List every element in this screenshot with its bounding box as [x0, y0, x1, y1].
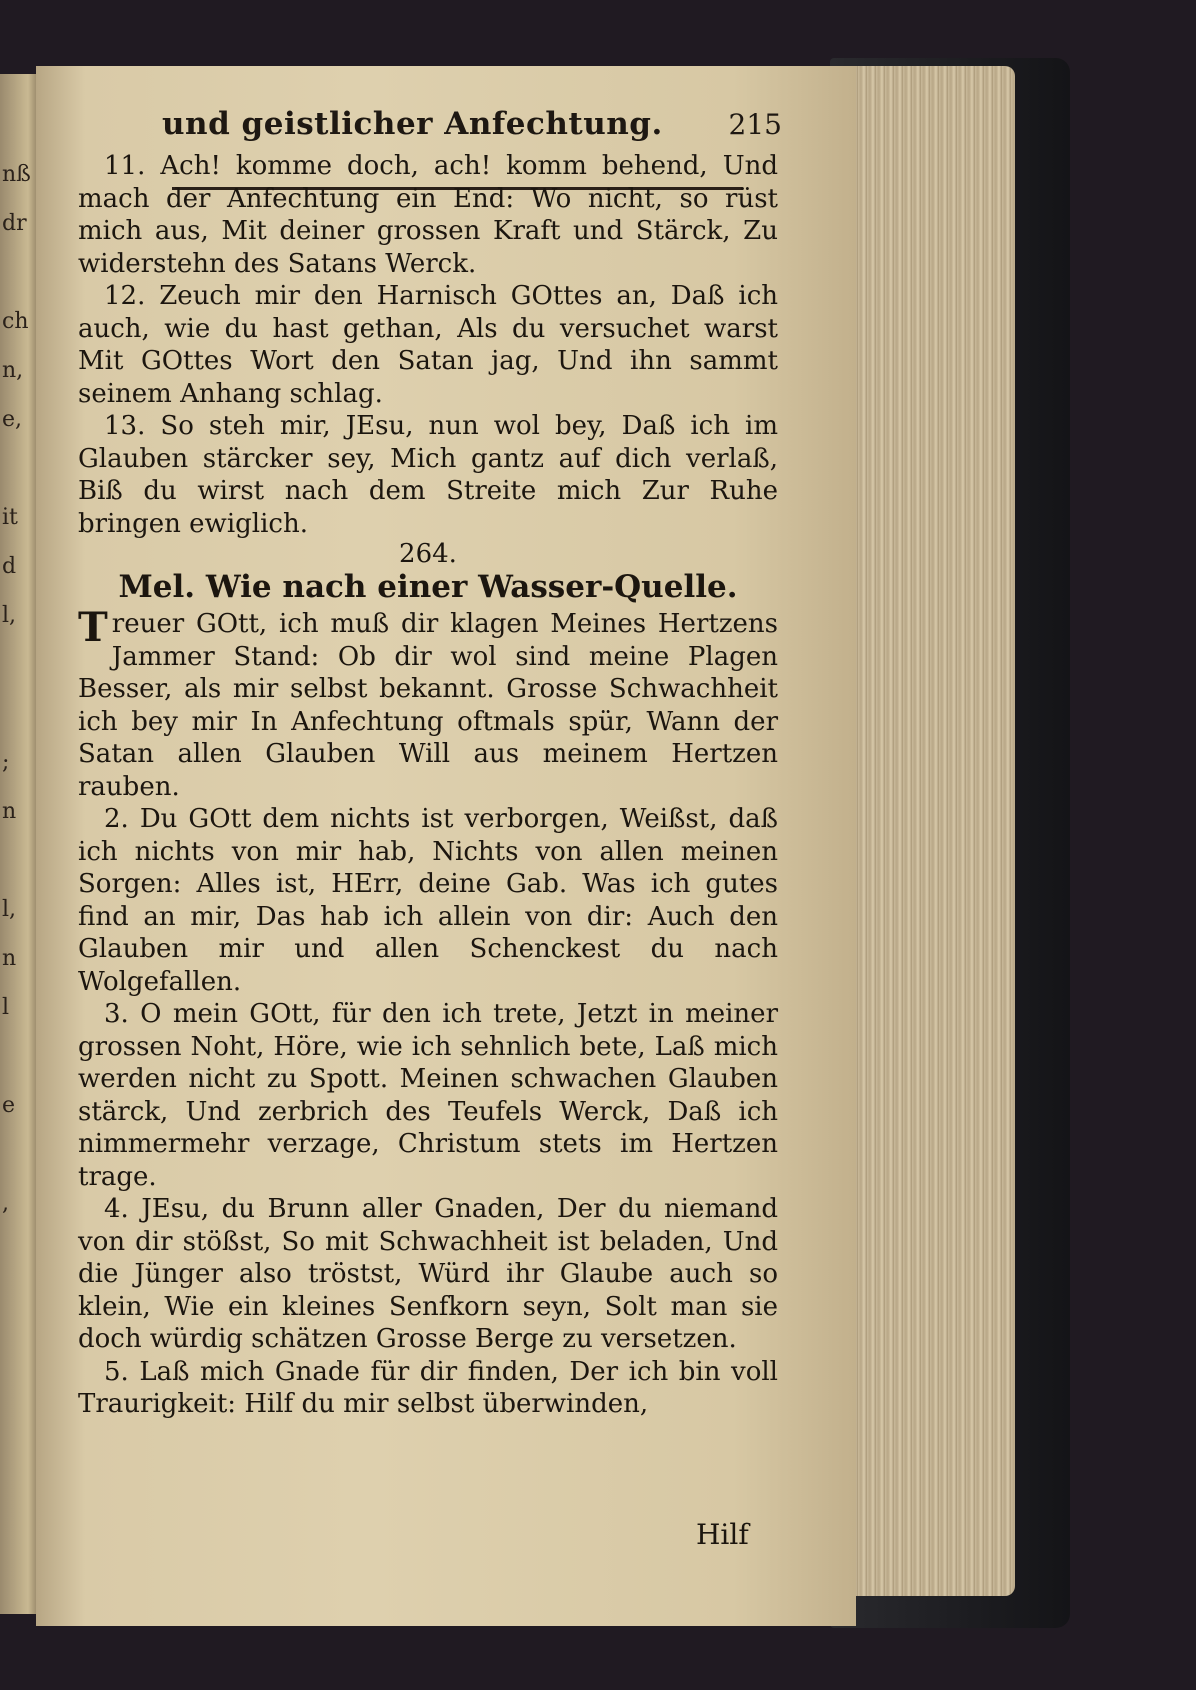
catchword: Hilf [696, 1518, 749, 1551]
running-title: und geistlicher Anfechtung. [162, 106, 663, 142]
hymn-verse-2: 2. Du GOtt dem nichts ist verborgen, Weißst, daß ich nichts von mir hab, Nichts von allen meinen Sorgen: Alles ist, HErr, deine Gab. Was ich gutes find an mir, Das hab ich allein von dir: Auch den Glauben mir und allen Schenckest du nach Wolgefallen. [78, 804, 778, 997]
page-header [122, 106, 782, 150]
verse-13: 13. So steh mir, JEsu, nun wol bey, Daß ich im Glauben stärcker sey, Mich gantz auf dich verlaß, Biß du wirst nach dem Streite mich Zur Ruhe bringen ewiglich. [78, 411, 778, 539]
hymn-verse-5: 5. Laß mich Gnade für dir finden, Der ich bin voll Traurigkeit: Hilf du mir selbst überwinden, [78, 1356, 778, 1419]
verse-12: 12. Zeuch mir den Harnisch GOttes an, Daß ich auch, wie du hast gethan, Als du versuchet warst Mit GOttes Wort den Satan jag, Und ihn sammt seinem Anhang schlag. [78, 281, 778, 409]
page-number: 215 [728, 108, 782, 141]
melody-line: Mel. Wie nach einer Wasser-Quelle. [118, 569, 738, 605]
hymn-verse-1-text: reuer GOtt, ich muß dir klagen Meines Hertzens Jammer Stand: Ob dir wol sind meine Plagen Besser, als mir selbst bekannt. Grosse Schwachheit ich bey mir In Anfechtung oftmals spür, Wann der Satan allen Glauben Will aus meinem Hertzen rauben. [78, 609, 778, 802]
hymn-verse-1 [78, 604, 778, 803]
page-text [78, 150, 778, 1421]
hymn-verse-3: 3. O mein GOtt, für den ich trete, Jetzt in meiner grossen Noht, Höre, wie ich sehnlich bete, Laß mich werden nicht zu Spott. Meinen schwachen Glauben stärck, Und zerbrich des Teufels Werck, Daß ich nimmermehr verzage, Christum stets im Hertzen trage. [78, 999, 778, 1192]
previous-page-edge [0, 74, 40, 1614]
page-edges [840, 66, 1015, 1596]
hymn-number: 264. [399, 539, 457, 569]
book-page [36, 66, 856, 1626]
hymn-verse-4: 4. JEsu, du Brunn aller Gnaden, Der du niemand von dir stößst, So mit Schwachheit ist beladen, Und die Jünger also tröstst, Würd ihr Glaube auch so klein, Wie ein kleines Senfkorn seyn, Solt man sie doch würdig schätzen Grosse Berge zu versetzen. [78, 1194, 778, 1354]
drop-cap: T [78, 604, 108, 651]
previous-page-fragments: nß dr ch n, e, it d l, ; n l, n l e , [2, 162, 31, 1216]
verse-11: 11. Ach! komme doch, ach! komm behend, Und mach der Anfechtung ein End: Wo nicht, so rüst mich aus, Mit deiner grossen Kraft und Stärck, Zu widerstehn des Satans Werck. [78, 151, 778, 279]
